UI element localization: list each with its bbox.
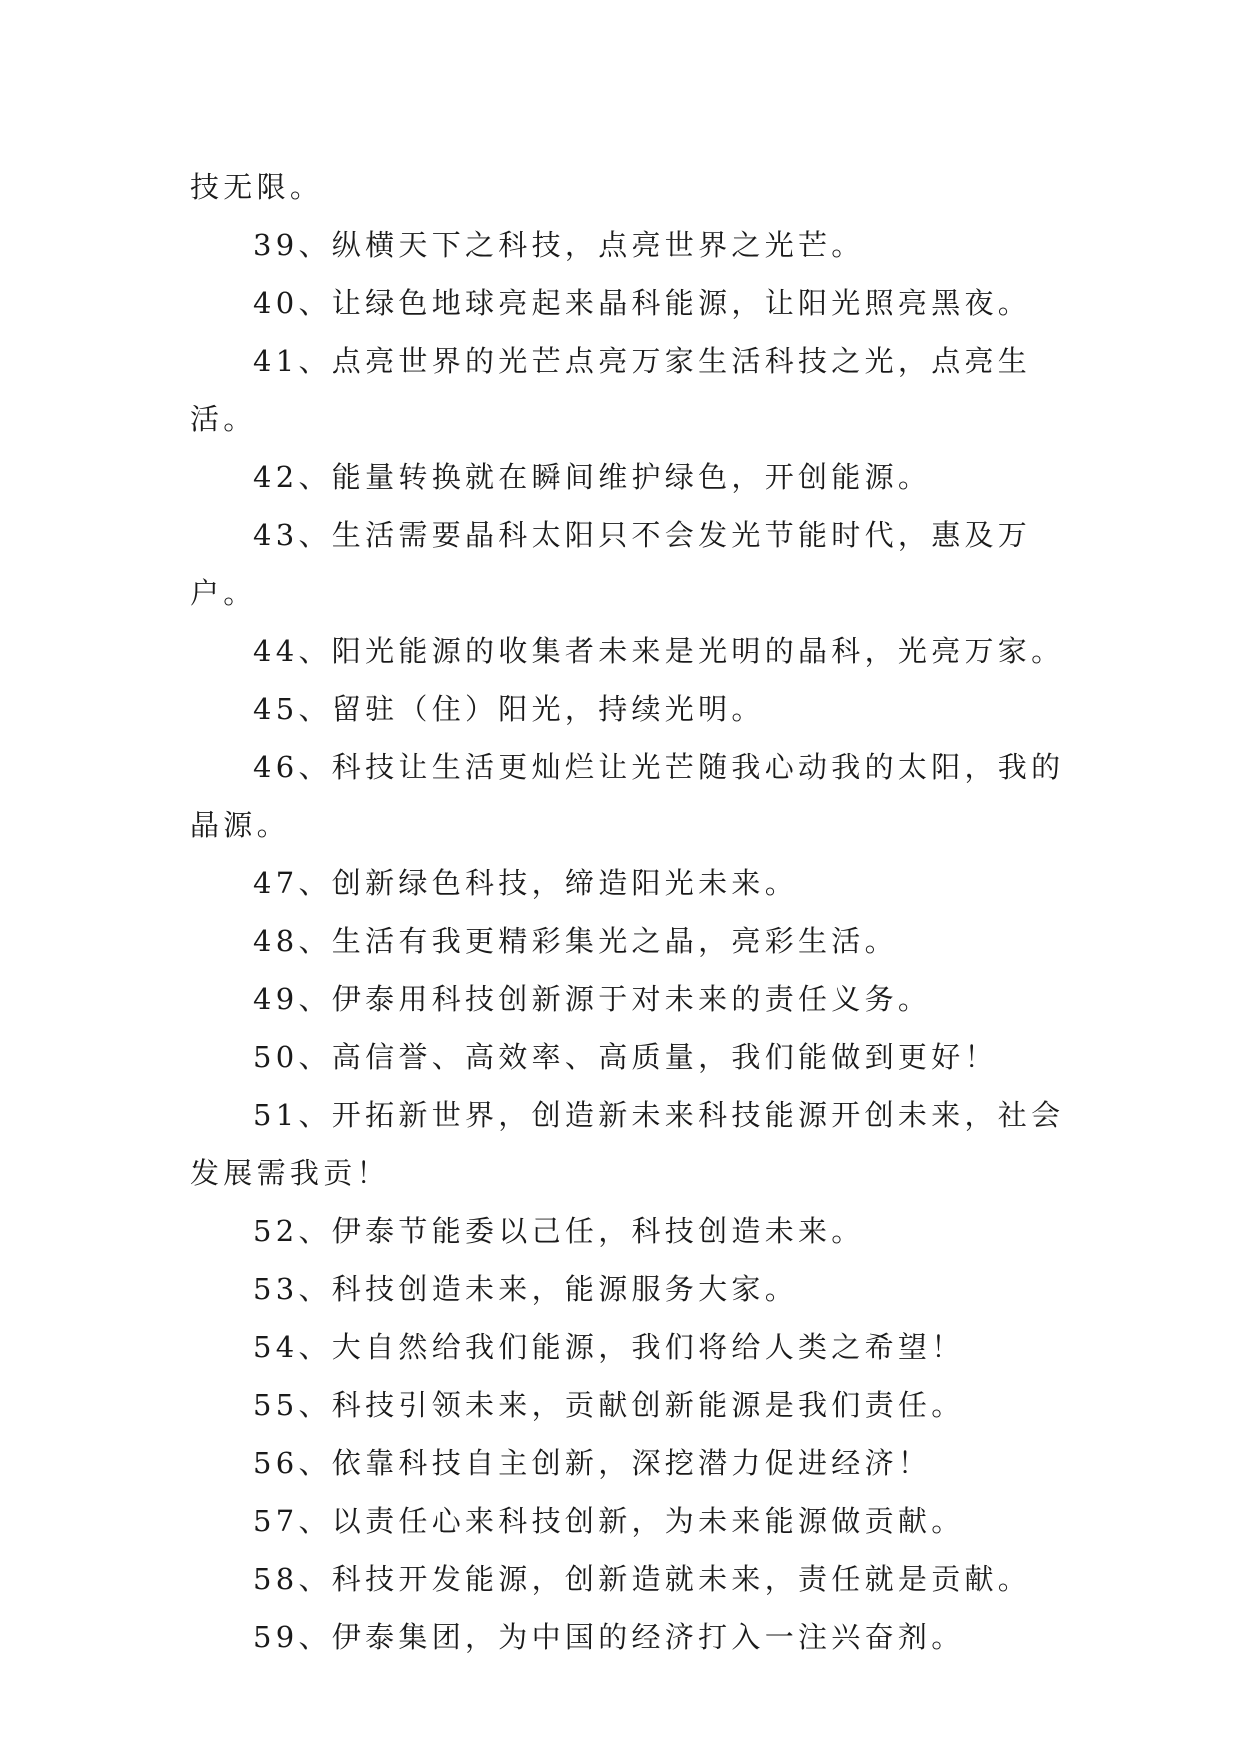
paragraph-48: 48、生活有我更精彩集光之晶，亮彩生活。 [253,924,898,958]
paragraph-50: 50、高信誉、高效率、高质量，我们能做到更好！ [253,1040,998,1074]
paragraph-49: 49、伊泰用科技创新源于对未来的责任义务。 [253,982,932,1016]
paragraph-continuation: 技无限。 [190,170,324,204]
paragraph-55: 55、科技引领未来，贡献创新能源是我们责任。 [253,1388,965,1422]
paragraph-59: 59、伊泰集团，为中国的经济打入一注兴奋剂。 [253,1620,965,1654]
paragraph-54: 54、大自然给我们能源，我们将给人类之希望！ [253,1330,965,1364]
paragraph-52: 52、伊泰节能委以己任，科技创造未来。 [253,1214,865,1248]
paragraph-46: 46、科技让生活更灿烂让光芒随我心动我的太阳，我的晶源。 [190,750,1065,842]
paragraph-41: 41、点亮世界的光芒点亮万家生活科技之光，点亮生活。 [190,344,1032,436]
paragraph-56: 56、依靠科技自主创新，深挖潜力促进经济！ [253,1446,932,1480]
paragraph-53: 53、科技创造未来，能源服务大家。 [253,1272,799,1306]
paragraph-40: 40、让绿色地球亮起来晶科能源，让阳光照亮黑夜。 [253,286,1032,320]
paragraph-45: 45、留驻（住）阳光，持续光明。 [253,692,765,726]
paragraph-39: 39、纵横天下之科技，点亮世界之光芒。 [253,228,865,262]
paragraph-57: 57、以责任心来科技创新，为未来能源做贡献。 [253,1504,965,1538]
paragraph-51: 51、开拓新世界，创造新未来科技能源开创未来，社会发展需我贡！ [190,1098,1065,1190]
paragraph-58: 58、科技开发能源，创新造就未来，责任就是贡献。 [253,1562,1032,1596]
paragraph-42: 42、能量转换就在瞬间维护绿色，开创能源。 [253,460,932,494]
paragraph-44: 44、阳光能源的收集者未来是光明的晶科，光亮万家。 [253,634,1065,668]
paragraph-47: 47、创新绿色科技，缔造阳光未来。 [253,866,799,900]
paragraph-43: 43、生活需要晶科太阳只不会发光节能时代，惠及万户。 [190,518,1032,610]
document-body [190,158,1070,1666]
